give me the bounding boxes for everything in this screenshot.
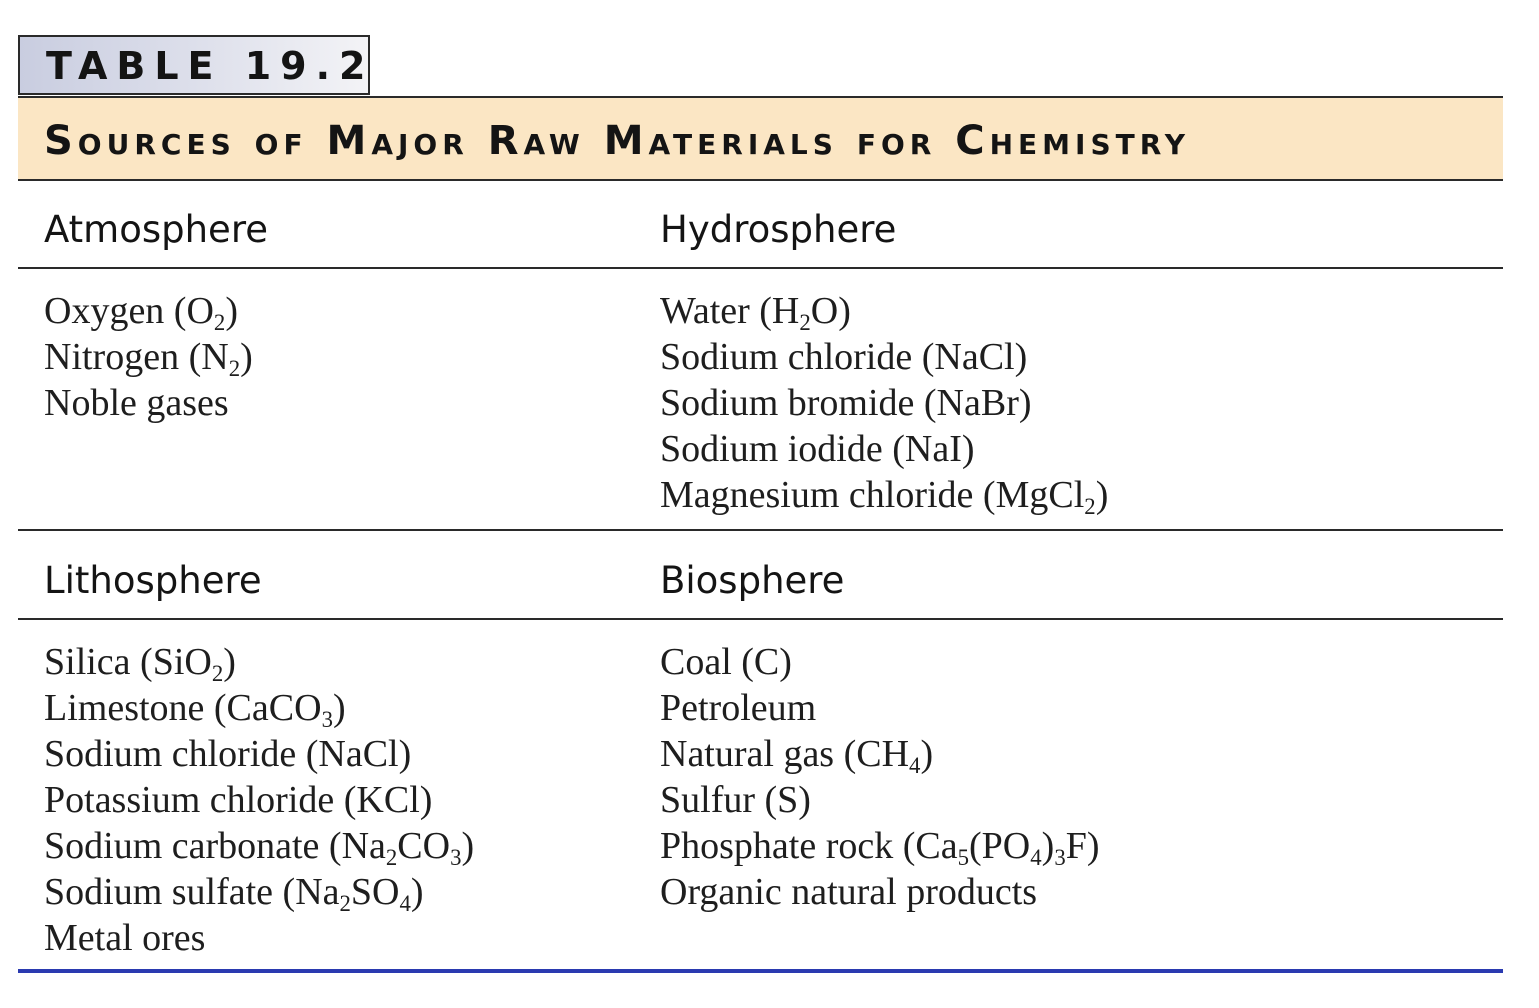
list-item: Natural gas $(CH_4)$ xyxy=(660,733,934,778)
list-item: Noble gases xyxy=(44,382,229,424)
biosphere-list xyxy=(660,639,1100,915)
section-header-hydrosphere: Hydrosphere xyxy=(660,208,897,251)
section-header-lithosphere: Lithosphere xyxy=(44,559,262,602)
list-item: Sodium sulfate $(Na_2SO_4)$ xyxy=(44,871,424,916)
section-header-biosphere: Biosphere xyxy=(660,559,845,602)
list-item: Sulfur (S) xyxy=(660,779,811,821)
section-divider xyxy=(18,529,1503,531)
header-divider xyxy=(18,618,1503,620)
list-item: Nitrogen $(N_2)$ xyxy=(44,336,253,381)
section-header-atmosphere: Atmosphere xyxy=(44,208,268,251)
list-item: Coal (C) xyxy=(660,641,792,683)
list-item: Potassium chloride (KCl) xyxy=(44,779,433,821)
hydrosphere-list xyxy=(660,288,1108,518)
list-item: Sodium carbonate $(Na_2CO_3)$ xyxy=(44,825,475,870)
header-divider xyxy=(18,267,1503,269)
atmosphere-list xyxy=(44,288,253,426)
list-item: Water $(H_2O)$ xyxy=(660,290,851,335)
list-item: Sodium chloride (NaCl) xyxy=(660,336,1028,378)
list-item: Phosphate rock $(Ca_5(PO_4)_3F)$ xyxy=(660,825,1100,870)
table-number-label: TABLE 19.2 xyxy=(18,35,370,95)
list-item: Limestone (CaCO$_3$) xyxy=(44,687,346,732)
list-item: Oxygen $(O_2)$ xyxy=(44,290,238,335)
list-item: Sodium iodide (NaI) xyxy=(660,428,975,470)
list-item: Sodium bromide (NaBr) xyxy=(660,382,1032,424)
list-item: Organic natural products xyxy=(660,871,1038,913)
list-item: Sodium chloride (NaCl) xyxy=(44,733,412,775)
table-title: Sources of Major Raw Materials for Chemistry xyxy=(44,118,1191,164)
list-item: Petroleum xyxy=(660,687,817,729)
list-item: Magnesium chloride (MgCl$_2$) xyxy=(660,474,1109,519)
lithosphere-list xyxy=(44,639,474,961)
list-item: Metal ores xyxy=(44,917,206,959)
list-item: Silica (SiO$_2$) xyxy=(44,641,236,686)
table-bottom-rule xyxy=(18,969,1503,973)
table-title-band xyxy=(18,96,1503,181)
